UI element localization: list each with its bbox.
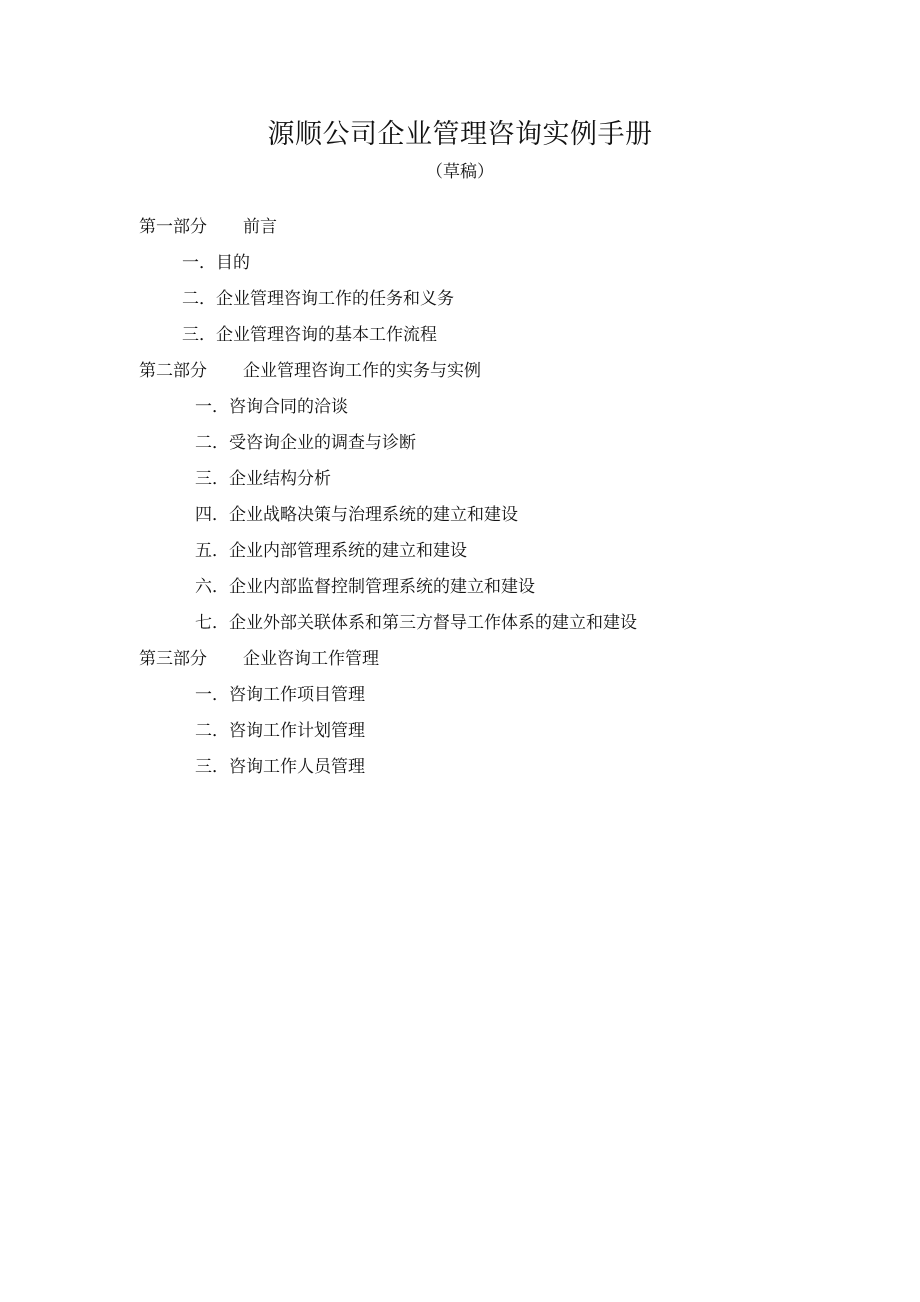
toc-part-number: 第三部分 xyxy=(139,649,207,669)
toc-item-text: 咨询工作计划管理 xyxy=(229,721,365,741)
toc-item xyxy=(0,425,920,461)
toc-item-text: 企业内部监督控制管理系统的建立和建设 xyxy=(229,577,535,597)
toc-item xyxy=(0,533,920,569)
toc-item xyxy=(0,461,920,497)
toc-item-number: 三． xyxy=(195,469,229,489)
toc-item xyxy=(0,245,920,281)
toc-item-number: 一． xyxy=(195,397,229,417)
toc-item-text: 目的 xyxy=(216,253,250,273)
toc-item-number: 五． xyxy=(195,541,229,561)
toc-part-title: 企业咨询工作管理 xyxy=(243,649,379,669)
toc-item xyxy=(0,281,920,317)
toc-part-number: 第二部分 xyxy=(139,361,207,381)
toc-item-text: 企业管理咨询工作的任务和义务 xyxy=(216,289,454,309)
toc-item-text: 企业战略决策与治理系统的建立和建设 xyxy=(229,505,518,525)
toc-part-title: 企业管理咨询工作的实务与实例 xyxy=(243,361,481,381)
toc-item xyxy=(0,497,920,533)
document-subtitle: （草稿） xyxy=(426,162,494,182)
toc-item-number: 七． xyxy=(195,613,229,633)
toc-item-number: 二． xyxy=(195,721,229,741)
toc-part-number: 第一部分 xyxy=(139,217,207,237)
toc-part-1 xyxy=(0,209,920,245)
toc-item-text: 企业结构分析 xyxy=(229,469,331,489)
toc-item-number: 三． xyxy=(182,325,216,345)
toc-item-text: 受咨询企业的调查与诊断 xyxy=(229,433,416,453)
toc-item-number: 一． xyxy=(195,685,229,705)
toc-item xyxy=(0,677,920,713)
toc-item-text: 咨询合同的洽谈 xyxy=(229,397,348,417)
toc-item-number: 一． xyxy=(182,253,216,273)
toc-part-title: 前言 xyxy=(243,217,277,237)
document-title: 源顺公司企业管理咨询实例手册 xyxy=(267,119,653,150)
toc-item-number: 六． xyxy=(195,577,229,597)
toc-item-number: 二． xyxy=(195,433,229,453)
toc-part-2 xyxy=(0,353,920,389)
toc-item-number: 二． xyxy=(182,289,216,309)
toc-item-text: 咨询工作项目管理 xyxy=(229,685,365,705)
table-of-contents xyxy=(0,209,920,785)
toc-item-number: 四． xyxy=(195,505,229,525)
toc-item xyxy=(0,749,920,785)
toc-part-3 xyxy=(0,641,920,677)
toc-item xyxy=(0,317,920,353)
toc-item xyxy=(0,569,920,605)
toc-item-text: 咨询工作人员管理 xyxy=(229,757,365,777)
toc-item xyxy=(0,605,920,641)
toc-item-text: 企业管理咨询的基本工作流程 xyxy=(216,325,437,345)
toc-item xyxy=(0,713,920,749)
toc-item xyxy=(0,389,920,425)
toc-item-text: 企业内部管理系统的建立和建设 xyxy=(229,541,467,561)
toc-item-number: 三． xyxy=(195,757,229,777)
toc-item-text: 企业外部关联体系和第三方督导工作体系的建立和建设 xyxy=(229,613,637,633)
